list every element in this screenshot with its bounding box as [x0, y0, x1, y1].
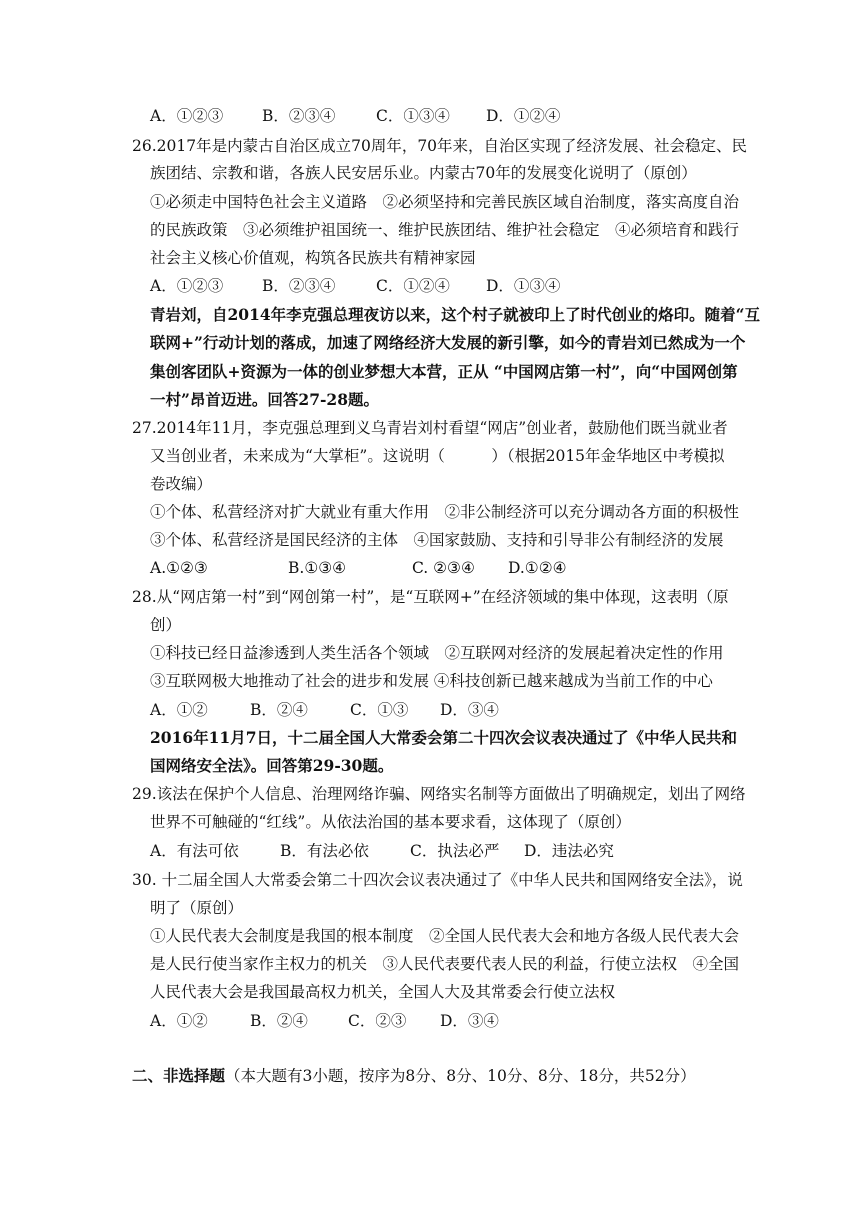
section-2-title: 二、非选择题 [132, 1066, 226, 1085]
q25-option-b[interactable]: B．②③④ [262, 107, 336, 125]
q29-line: 29.该法在保护个人信息、治理网络诈骗、网络实名制等方面做出了明确规定，划出了网络 [132, 785, 746, 803]
q27-line: ①个体、私营经济对扩大就业有重大作用 ②非公制经济可以充分调动各方面的积极性 [150, 503, 740, 521]
q30-option-d[interactable]: D．③④ [440, 1012, 499, 1030]
q26-option-b[interactable]: B．②③④ [262, 277, 336, 295]
q30-line: 30. 十二届全国人大常委会第二十四次会议表决通过了《中华人民共和国网络安全法》，说 [132, 871, 743, 889]
q25-option-a[interactable]: A．①②③ [150, 107, 224, 125]
passage-line: 集创客团队+资源为一体的创业梦想大本营，正从 “中国网店第一村”，向“中国网创第 [150, 362, 738, 381]
q29-option-a[interactable]: A．有法可依 [150, 842, 239, 860]
q26-option-a[interactable]: A．①②③ [150, 277, 224, 295]
q29-line: 世界不可触碰的“红线”。从依法治国的基本要求看，这体现了（原创） [150, 813, 631, 831]
q27-option-c[interactable]: C. ②③④ [412, 559, 475, 577]
q30-option-c[interactable]: C．②③ [348, 1012, 407, 1030]
q27-line: 27.2014年11月，李克强总理到义乌青岩刘村看望“网店”创业者，鼓励他们既当就业者 [132, 419, 728, 437]
section-2-heading [132, 1066, 696, 1086]
q30-line: 是人民行使当家作主权力的机关 ③人民代表要代表人民的利益，行使立法权 ④全国 [150, 955, 740, 973]
q28-line: ①科技已经日益渗透到人类生活各个领域 ②互联网对经济的发展起着决定性的作用 [150, 644, 724, 662]
q27-option-a[interactable]: A.①②③ [150, 559, 208, 577]
section-2-note: （本大题有3小题，按序为8分、8分、10分、8分、18分，共52分） [225, 1067, 696, 1085]
q30-line: 人民代表大会是我国最高权力机关，全国人大及其常委会行使立法权 [150, 983, 616, 1001]
passage-line: 一村”昂首迈进。回答27-28题。 [150, 390, 379, 409]
q28-option-b[interactable]: B．②④ [250, 701, 308, 719]
q26-line: 的民族政策 ③必须维护祖国统一、维护民族团结、维护社会稳定 ④必须培育和践行 [150, 221, 740, 239]
q29-option-d[interactable]: D．违法必究 [524, 842, 614, 860]
q26-line: ①必须走中国特色社会主义道路 ②必须坚持和完善民族区域自治制度，落实高度自治 [150, 193, 740, 211]
q26-line: 族团结、宗教和谐，各族人民安居乐业。内蒙古70年的发展变化说明了（原创） [150, 164, 697, 182]
q29-option-c[interactable]: C．执法必严 [410, 842, 500, 860]
q29-option-b[interactable]: B．有法必依 [280, 842, 369, 860]
q26-line: 社会主义核心价值观，构筑各民族共有精神家园 [150, 249, 476, 267]
q30-option-a[interactable]: A．①② [150, 1012, 208, 1030]
q26-line: 26.2017年是内蒙古自治区成立70周年，70年来，自治区实现了经济发展、社会稳定、民 [132, 137, 748, 155]
q27-line: 卷改编） [150, 475, 213, 493]
q28-line: 28.从“网店第一村”到“网创第一村”，是“互联网+”在经济领域的集中体现，这表明（原 [132, 588, 729, 606]
q28-line: 创） [150, 616, 182, 634]
q25-option-d[interactable]: D．①②④ [486, 107, 561, 125]
q28-option-d[interactable]: D．③④ [440, 701, 499, 719]
passage-line: 2016年11月7日，十二届全国人大常委会第二十四次会议表决通过了《中华人民共和 [150, 728, 737, 747]
passage-line: 国网络安全法》。回答第29-30题。 [150, 756, 394, 775]
q30-line: ①人民代表大会制度是我国的根本制度 ②全国人民代表大会和地方各级人民代表大会 [150, 927, 740, 945]
q30-line: 明了（原创） [150, 899, 244, 917]
q28-line: ③互联网极大地推动了社会的进步和发展 ④科技创新已越来越成为当前工作的中心 [150, 672, 713, 690]
q28-option-a[interactable]: A．①② [150, 701, 208, 719]
q26-option-c[interactable]: C．①②④ [376, 277, 450, 295]
q27-line: ③个体、私营经济是国民经济的主体 ④国家鼓励、支持和引导非公有制经济的发展 [150, 531, 724, 549]
q27-line: 又当创业者，未来成为“大掌柜”。这说明（ ）（根据2015年金华地区中考模拟 [150, 447, 725, 465]
passage-line: 联网+”行动计划的落成，加速了网络经济大发展的新引擎，如今的青岩刘已然成为一个 [150, 333, 746, 352]
q28-option-c[interactable]: C．①③ [350, 701, 409, 719]
q27-option-b[interactable]: B.①③④ [288, 559, 347, 577]
q25-option-c[interactable]: C．①③④ [376, 107, 450, 125]
q27-option-d[interactable]: D.①②④ [508, 559, 567, 577]
passage-line: 青岩刘，自2014年李克强总理夜访以来，这个村子就被印上了时代创业的烙印。随着“互 [150, 305, 761, 324]
q30-option-b[interactable]: B．②④ [250, 1012, 308, 1030]
q26-option-d[interactable]: D．①③④ [486, 277, 561, 295]
